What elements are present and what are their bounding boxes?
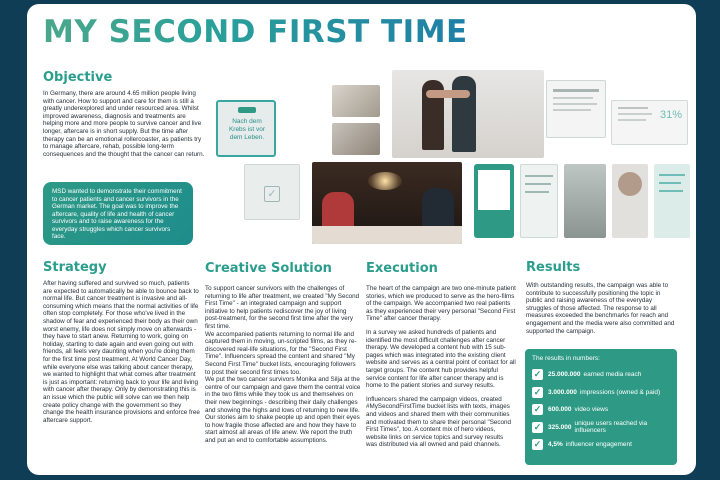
results-heading: Results xyxy=(526,260,581,275)
campaign-card-image xyxy=(216,100,276,157)
execution-paragraph-3: Influencers shared the campaign videos, created #MySecondFirstTime bucket lists with texts, images and videos and shared them with their communities and motivated them to share their personal "Second First Times", too. A content mix of hero videos, website links on service topics and survey results was distributed via all owned and paid channels. xyxy=(366,395,512,449)
result-number: 25.000.000 xyxy=(548,371,581,379)
checkmark-icon: ✓ xyxy=(533,439,542,450)
phone-screen-1 xyxy=(474,164,514,238)
creative-paragraph-3: We put the two cancer survivors Monika and Silja at the centre of our campaign and gave them the central voice in the two films while they took us and themselves on their new beginnings - describing their daily challenges and showing the highs and lows of returning to new life. Our stories aim to shake people up and open their eyes to how fragile those affected are and how they have to start almost all areas of life anew. We report the truth and put an end to comfortable assumptions. xyxy=(205,376,361,444)
execution-paragraph-1: The heart of the campaign are two one-minute patient stories, which we produced to serve as the hero-films of the campaign. We accompanied two real patients as they experienced their very personal "Second First Time" after cancer therapy. xyxy=(366,285,516,323)
photo-dancing-couple xyxy=(392,70,544,158)
results-box-title: The results in numbers: xyxy=(532,355,600,362)
creative-body xyxy=(205,285,362,444)
results-body: With outstanding results, the campaign was able to contribute to successfully positioning the topic in public and raising awareness of the everyday struggles of those affected. The response to all measures exceeded the benchmarks for reach and engagement and the media were also committed and supported the campaign. xyxy=(526,282,675,335)
campaign-logo xyxy=(238,107,256,113)
article-preview xyxy=(611,100,688,145)
bucket-list-card xyxy=(244,164,300,220)
result-label: earned media reach xyxy=(583,371,642,379)
result-number: 600.000 xyxy=(548,406,572,414)
case-study-board xyxy=(27,4,696,475)
objective-note: MSD wanted to demonstrate their commitment to cancer patients and cancer survivors in the German market. The goal was to improve the aftercare, quality of life and health of cancer survivors and to raise awareness for the everyday struggles which cancer survivors face. xyxy=(43,182,193,245)
result-item xyxy=(532,419,670,437)
checkmark-icon: ✓ xyxy=(533,421,542,432)
photo-dinner-date xyxy=(312,162,462,244)
phone-screen-2 xyxy=(520,164,558,238)
phone-screen-4 xyxy=(612,164,648,238)
website-preview xyxy=(546,80,606,138)
stat-figure: 31% xyxy=(660,109,683,121)
card-headline: Nach dem Krebs ist vor dem Leben. xyxy=(228,118,266,141)
phone-screen-3 xyxy=(564,164,606,238)
checkbox-icon: ✓ xyxy=(264,186,280,202)
execution-heading: Execution xyxy=(366,261,438,276)
result-item xyxy=(532,436,670,454)
result-label: influencer engagement xyxy=(565,441,632,449)
execution-paragraph-2: In a survey we asked hundreds of patients and identified the most difficult challenges after cancer therapy. We developed a content hub with 15 sub-pages which was integrated into the existing client website and serves as a central point of contact for all target groups. The content hub provides helpful service content for life after cancer therapy and is home to the patient stories and survey results. xyxy=(366,328,516,390)
result-label: unique users reached via influencers xyxy=(574,420,648,435)
result-item xyxy=(532,366,670,384)
phone-screen-5 xyxy=(654,164,690,238)
result-number: 3.000.000 xyxy=(548,388,577,396)
checkmark-icon: ✓ xyxy=(533,386,542,397)
result-label: impressions (owned & paid) xyxy=(579,388,661,396)
strategy-heading: Strategy xyxy=(43,260,107,275)
checkmark-icon: ✓ xyxy=(533,369,542,380)
page-title: MY SECOND FIRST TIME xyxy=(43,14,468,50)
campaign-image-gallery xyxy=(216,70,690,246)
strategy-body: After having suffered and survived so much, patients are expected to automatically be able to bounce back to normal life. But cancer treatment is invasive and all-consuming which means that the normal activities of life often stop completely. For those who've lived in the shadow of fear and experienced their body as their own worst enemy, life does not simply move on afterwards - they have to start anew. Returning to work, going on holiday, starting to date again and even going out with friends, all feels very daunting when you're doing them for the first time post treatment. At World Cancer Day, while everyone else was talking about cancer therapy, we wanted to highlight that what comes after treatment is just as important: returning back to your life and living with cancer after therapy. Only by demonstrating this is an issue which the public will solve can we then help create policy change with the government so they change the health insurance provisions and enforce free aftercare support. xyxy=(43,280,200,424)
creative-heading: Creative Solution xyxy=(205,261,332,276)
creative-paragraph-2: We accompanied patients returning to normal life and captured them in moving, un-scripted films, as they re-discovered real-life situations, for the "Second First Time". Influencers spread the content and shared "My Second First Time" bucket lists, encouraging followers to post their second first times too. xyxy=(205,330,357,376)
result-item xyxy=(532,401,670,419)
result-number: 325.000 xyxy=(548,423,572,431)
result-item xyxy=(532,384,670,402)
objective-heading: Objective xyxy=(43,70,113,85)
objective-body: In Germany, there are around 4.65 million people living with cancer. How to support and care for them is still a greatly underexplored and under resourced area. Whilst improved awareness, diagnosis and treatments are helping more and more people to survive cancer and live longer, aftercare is in short supply. But the time after therapy can be an emotional rollercoaster, as patients try to manage aftercare, rehab, possible long-term consequences and the thought that the cancer can return. xyxy=(43,90,205,158)
results-numbers-box xyxy=(525,349,677,465)
checkmark-icon: ✓ xyxy=(533,404,542,415)
photo-couple-small xyxy=(332,85,380,117)
photo-portrait-small xyxy=(332,123,380,155)
execution-body xyxy=(366,285,516,449)
creative-paragraph-1: To support cancer survivors with the challenges of returning to life after treatment, we created "My Second First Time" - an integrated campaign and support initiative to help patients rediscover the joy of living post-treatment, for the second first time after the very first time. xyxy=(205,285,360,330)
result-number: 4,5% xyxy=(548,441,563,449)
result-label: video views xyxy=(574,406,609,414)
